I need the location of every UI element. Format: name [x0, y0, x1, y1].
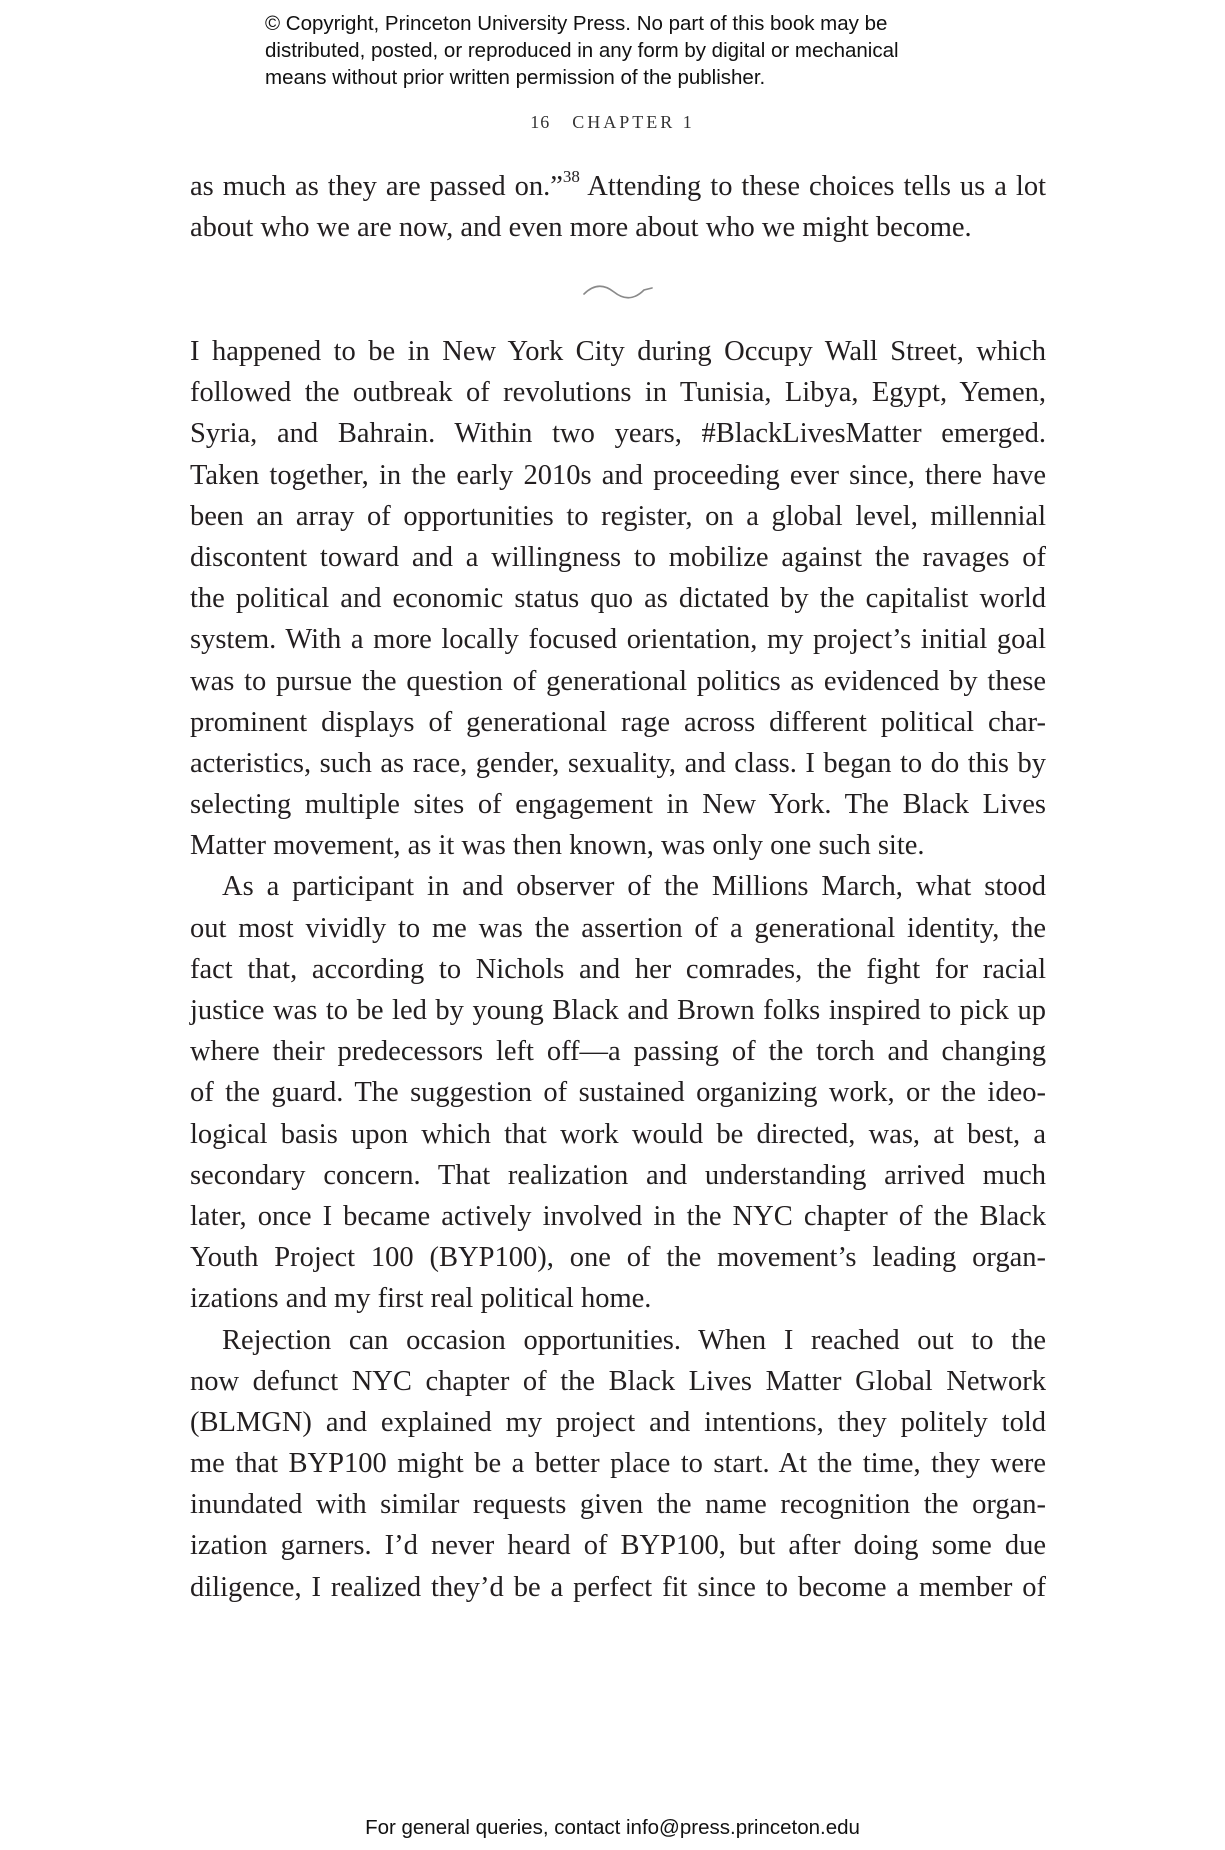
text-line: fact that, according to Nichols and her comrades, the fight for racial [190, 953, 1046, 985]
text-line: about who we are now, and even more about who we might become. [190, 212, 972, 244]
text-line: followed the outbreak of revolutions in Tunisia, Libya, Egypt, Yemen, [190, 377, 1046, 409]
text-line: izations and my first real political home. [190, 1283, 652, 1315]
copyright-line: distributed, posted, or reproduced in any form by digital or mechanical [265, 39, 899, 62]
text-line: justice was to be led by young Black and Brown folks inspired to pick up [190, 995, 1046, 1026]
text-line: out most vividly to me was the assertion of a generational identity, the [190, 912, 1046, 944]
text-line: I happened to be in New York City during Occupy Wall Street, which [190, 336, 1046, 367]
body-text [190, 331, 1046, 1608]
text-segment: as much as they are passed on.” [190, 171, 563, 202]
text-line: acteristics, such as race, gender, sexuality, and class. I began to do this by [190, 747, 1046, 779]
text-line: of the guard. The suggestion of sustained organizing work, or the ideo- [190, 1077, 1046, 1109]
text-line: been an array of opportunities to register, on a global level, millennial [190, 500, 1046, 532]
text-line: secondary concern. That realization and understanding arrived much [190, 1159, 1046, 1191]
text-line: Rejection can occasion opportunities. When I reached out to the [222, 1324, 1046, 1356]
text-line: Taken together, in the early 2010s and proceeding ever since, there have [190, 459, 1046, 491]
text-segment: Attending to these choices tells us a lot [579, 171, 1046, 202]
continuation-text [190, 166, 1046, 248]
running-head [0, 112, 1225, 133]
text-line [190, 166, 1046, 207]
text-line: the political and economic status quo as dictated by the capitalist world [190, 583, 1046, 615]
copyright-line: © Copyright, Princeton University Press. No part of this book may be [265, 12, 888, 35]
page-number: 16 [530, 112, 551, 132]
text-line: As a participant in and observer of the Millions March, what stood [222, 871, 1046, 903]
text-line: now defunct NYC chapter of the Black Lives Matter Global Network [190, 1365, 1046, 1397]
text-line: discontent toward and a willingness to mobilize against the ravages of [190, 541, 1046, 573]
text-line: was to pursue the question of generational politics as evidenced by these [190, 665, 1046, 697]
text-line: me that BYP100 might be a better place to start. At the time, they were [190, 1448, 1046, 1480]
wave-ornament-icon [582, 282, 654, 302]
text-line: system. With a more locally focused orientation, my project’s initial goal [190, 624, 1046, 656]
text-line: diligence, I realized they’d be a perfect fit since to become a member of [190, 1571, 1046, 1603]
text-line: selecting multiple sites of engagement in New York. The Black Lives [190, 789, 1046, 821]
text-line: Syria, and Bahrain. Within two years, #BlackLivesMatter emerged. [190, 418, 1046, 450]
text-line: inundated with similar requests given the name recognition the organ- [190, 1489, 1046, 1521]
copyright-notice [265, 10, 985, 91]
text-line: (BLMGN) and explained my project and intentions, they politely told [190, 1406, 1046, 1438]
text-line: Youth Project 100 (BYP100), one of the movement’s leading organ- [190, 1242, 1046, 1274]
footer-contact: For general queries, contact info@press.princeton.edu [365, 1816, 860, 1839]
chapter-label: CHAPTER 1 [572, 112, 695, 132]
text-line: logical basis upon which that work would be directed, was, at best, a [190, 1118, 1046, 1150]
text-line: ization garners. I’d never heard of BYP100, but after doing some due [190, 1530, 1046, 1562]
text-line: prominent displays of generational rage across different political char- [190, 706, 1046, 738]
text-line: where their predecessors left off—a passing of the torch and changing [190, 1036, 1046, 1068]
text-line: Matter movement, as it was then known, was only one such site. [190, 830, 925, 862]
copyright-line: means without prior written permission of the publisher. [265, 66, 766, 89]
footnote-ref[interactable]: 38 [562, 167, 580, 186]
text-line: later, once I became actively involved in the NYC chapter of the Black [190, 1200, 1046, 1232]
